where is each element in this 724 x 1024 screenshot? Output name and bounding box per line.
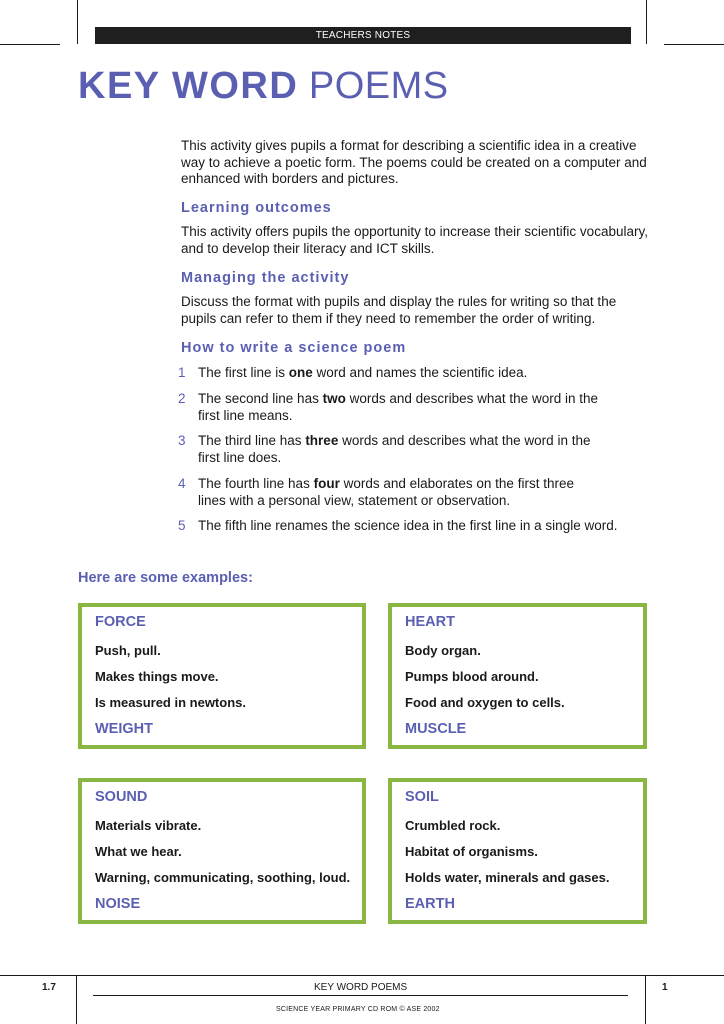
crop-mark: [664, 44, 724, 45]
step-number: 2: [178, 391, 186, 406]
step-number: 4: [178, 476, 186, 491]
footer-divider: [0, 975, 724, 976]
step-text: The first line is one word and names the scientific idea.: [198, 365, 528, 380]
poem-rename: EARTH: [405, 896, 455, 912]
poem-box: [388, 778, 647, 924]
title-light: POEMS: [308, 65, 449, 107]
poem-line: Crumbled rock.: [405, 818, 501, 833]
poem-rename: WEIGHT: [95, 721, 153, 737]
footer-divider: [645, 975, 646, 1024]
step-text: The fifth line renames the science idea in the first line in a single word.: [198, 518, 618, 533]
poem-line: Food and oxygen to cells.: [405, 695, 565, 710]
footer-divider: [76, 975, 77, 1024]
poem-line: Warning, communicating, soothing, loud.: [95, 870, 351, 885]
poem-rename: MUSCLE: [405, 721, 467, 737]
poem-line: Habitat of organisms.: [405, 844, 538, 859]
step-text: The fourth line has four words and elaborates on the first three lines with a personal view, statement or observation.: [198, 476, 574, 508]
title-bold: KEY WORD: [78, 65, 299, 107]
crop-mark: [0, 44, 60, 45]
poem-line: Materials vibrate.: [95, 818, 202, 833]
poem-box: [78, 603, 366, 749]
poem-box: [388, 603, 647, 749]
examples-heading: Here are some examples:: [78, 570, 253, 586]
poem-line: Makes things move.: [95, 669, 219, 684]
learning-outcomes-text: This activity offers pupils the opportunity to increase their scientific vocabulary, and to develop their literacy and ICT skills.: [181, 224, 648, 256]
poem-line: Holds water, minerals and gases.: [405, 870, 610, 885]
footer-divider: [93, 995, 628, 996]
poem-line: What we hear.: [95, 844, 182, 859]
step-text: The second line has two words and describes what the word in the first line means.: [198, 391, 598, 423]
page-title: [78, 62, 449, 110]
intro-paragraph: This activity gives pupils a format for describing a scientific idea in a creative way to achieve a poetic form. The poems could be created on a computer and enhanced with borders and pictures.: [181, 138, 647, 186]
poem-line: Push, pull.: [95, 643, 161, 658]
page-number: 1: [662, 982, 668, 993]
poem-title: SOIL: [405, 789, 439, 805]
step-text: The third line has three words and describes what the word in the first line does.: [198, 433, 591, 465]
section-number: 1.7: [42, 982, 56, 993]
header-bar: TEACHERS NOTES: [95, 27, 631, 44]
crop-mark: [77, 0, 78, 44]
crop-mark: [646, 0, 647, 44]
footer-title: KEY WORD POEMS: [314, 982, 408, 993]
managing-text: Discuss the format with pupils and display the rules for writing so that the pupils can refer to them if they need to remember the order of writing.: [181, 294, 617, 326]
poem-line: Pumps blood around.: [405, 669, 539, 684]
step-number: 5: [178, 518, 186, 533]
learning-outcomes-heading: Learning outcomes: [181, 200, 332, 216]
poem-title: FORCE: [95, 614, 146, 630]
managing-heading: Managing the activity: [181, 270, 350, 286]
poem-box: [78, 778, 366, 924]
step-number: 3: [178, 433, 186, 448]
poem-rename: NOISE: [95, 896, 141, 912]
how-to-heading: How to write a science poem: [181, 340, 407, 356]
poem-title: HEART: [405, 614, 455, 630]
poem-line: Body organ.: [405, 643, 481, 658]
poem-line: Is measured in newtons.: [95, 695, 246, 710]
footer-credit: SCIENCE YEAR PRIMARY CD ROM © ASE 2002: [276, 1006, 440, 1013]
step-number: 1: [178, 365, 186, 380]
poem-title: SOUND: [95, 789, 148, 805]
